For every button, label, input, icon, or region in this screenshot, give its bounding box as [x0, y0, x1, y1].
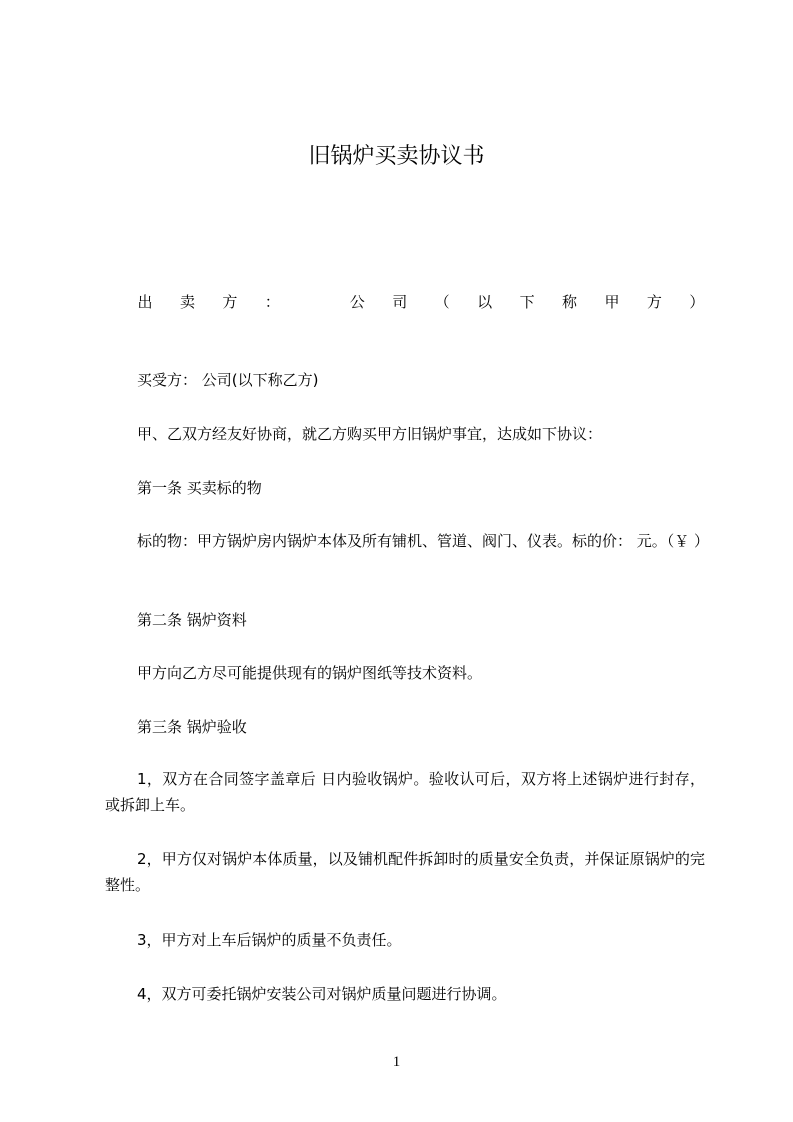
article-1-body: 标的物：甲方锅炉房内锅炉本体及所有铺机、管道、阀门、仪表。标的价： 元。（￥ ） — [137, 532, 710, 550]
article-1-heading: 第一条 买卖标的物 — [137, 479, 262, 497]
preamble: 甲、乙双方经友好协商，就乙方购买甲方旧锅炉事宜，达成如下协议： — [137, 425, 603, 443]
seller-char: （ — [434, 293, 450, 311]
article-3-item-1: 1，双方在合同签字盖章后 日内验收锅炉。验收认可后，双方将上述锅炉进行封存，或拆卸上车。 — [105, 770, 705, 814]
page-number: 1 — [392, 1054, 401, 1070]
seller-blank — [306, 289, 324, 315]
seller-line — [136, 289, 706, 315]
seller-char: 卖 — [179, 293, 195, 311]
seller-char: 方 — [222, 293, 238, 311]
article-3-item-3: 3，甲方对上车后锅炉的质量不负责任。 — [137, 931, 402, 949]
article-2-heading: 第二条 锅炉资料 — [137, 611, 247, 629]
article-3-heading: 第三条 锅炉验收 — [137, 718, 247, 736]
seller-char: 以 — [477, 293, 493, 311]
seller-char: 称 — [562, 293, 578, 311]
seller-char: 方 — [646, 293, 662, 311]
seller-char: ： — [264, 293, 280, 311]
seller-char: 公 — [349, 293, 365, 311]
document-title: 旧锅炉买卖协议书 — [308, 144, 485, 169]
seller-char: ） — [689, 293, 705, 311]
article-3-item-4: 4，双方可委托锅炉安装公司对锅炉质量问题进行协调。 — [137, 985, 507, 1003]
buyer-line: 买受方： 公司(以下称乙方) — [137, 371, 319, 389]
seller-char: 甲 — [604, 293, 620, 311]
seller-char: 出 — [137, 293, 153, 311]
seller-char: 下 — [519, 293, 535, 311]
seller-char: 司 — [392, 293, 408, 311]
article-3-item-2: 2，甲方仅对锅炉本体质量，以及铺机配件拆卸时的质量安全负责，并保证原锅炉的完整性。 — [105, 850, 705, 894]
article-2-body: 甲方向乙方尽可能提供现有的锅炉图纸等技术资料。 — [137, 664, 483, 682]
